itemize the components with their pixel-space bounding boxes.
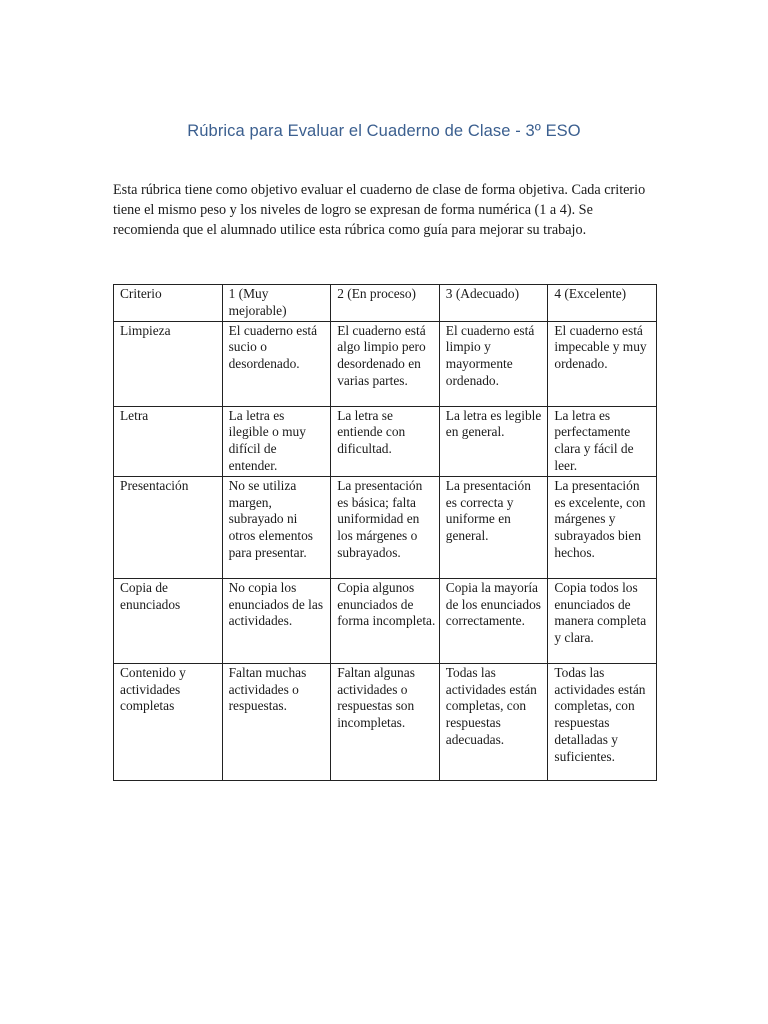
table-cell: El cuaderno está limpio y mayormente ordenado. (439, 321, 548, 406)
rubric-table (113, 284, 657, 781)
table-cell: Faltan algunas actividades o respuestas son incompletas. (331, 663, 440, 780)
table-row (114, 406, 657, 476)
table-row (114, 578, 657, 663)
header-level-4: 4 (Excelente) (548, 285, 657, 322)
table-cell: La letra es ilegible o muy difícil de entender. (222, 406, 331, 476)
criterion-cell: Presentación (114, 476, 223, 578)
table-cell: No copia los enunciados de las actividades. (222, 578, 331, 663)
criterion-cell: Contenido y actividades completas (114, 663, 223, 780)
table-cell: La presentación es correcta y uniforme en general. (439, 476, 548, 578)
table-cell: La letra se entiende con dificultad. (331, 406, 440, 476)
header-level-1: 1 (Muy mejorable) (222, 285, 331, 322)
intro-paragraph: Esta rúbrica tiene como objetivo evaluar el cuaderno de clase de forma objetiva. Cada criterio tiene el mismo peso y los niveles de logro se expresan de forma numérica (1 a 4). Se recomienda que el alumnado utilice esta rúbrica como guía para mejorar su trabajo. (113, 182, 646, 238)
criterion-cell: Letra (114, 406, 223, 476)
table-cell: El cuaderno está impecable y muy ordenado. (548, 321, 657, 406)
table-row (114, 663, 657, 780)
table-cell: La letra es legible en general. (439, 406, 548, 476)
criterion-cell: Limpieza (114, 321, 223, 406)
page-title: Rúbrica para Evaluar el Cuaderno de Clase - 3º ESO (187, 122, 581, 140)
table-cell: No se utiliza margen, subrayado ni otros elementos para presentar. (222, 476, 331, 578)
table-header-row (114, 285, 657, 322)
table-cell: Faltan muchas actividades o respuestas. (222, 663, 331, 780)
header-level-3: 3 (Adecuado) (439, 285, 548, 322)
table-cell: Todas las actividades están completas, con respuestas adecuadas. (439, 663, 548, 780)
table-cell: La presentación es básica; falta uniformidad en los márgenes o subrayados. (331, 476, 440, 578)
table-cell: Copia la mayoría de los enunciados correctamente. (439, 578, 548, 663)
table-cell: Copia todos los enunciados de manera completa y clara. (548, 578, 657, 663)
table-cell: La presentación es excelente, con márgenes y subrayados bien hechos. (548, 476, 657, 578)
header-criterio: Criterio (114, 285, 223, 322)
table-row (114, 476, 657, 578)
header-level-2: 2 (En proceso) (331, 285, 440, 322)
table-cell: Todas las actividades están completas, con respuestas detalladas y suficientes. (548, 663, 657, 780)
table-row (114, 321, 657, 406)
table-cell: Copia algunos enunciados de forma incompleta. (331, 578, 440, 663)
criterion-cell: Copia de enunciados (114, 578, 223, 663)
table-cell: El cuaderno está sucio o desordenado. (222, 321, 331, 406)
table-cell: La letra es perfectamente clara y fácil de leer. (548, 406, 657, 476)
table-cell: El cuaderno está algo limpio pero desordenado en varias partes. (331, 321, 440, 406)
